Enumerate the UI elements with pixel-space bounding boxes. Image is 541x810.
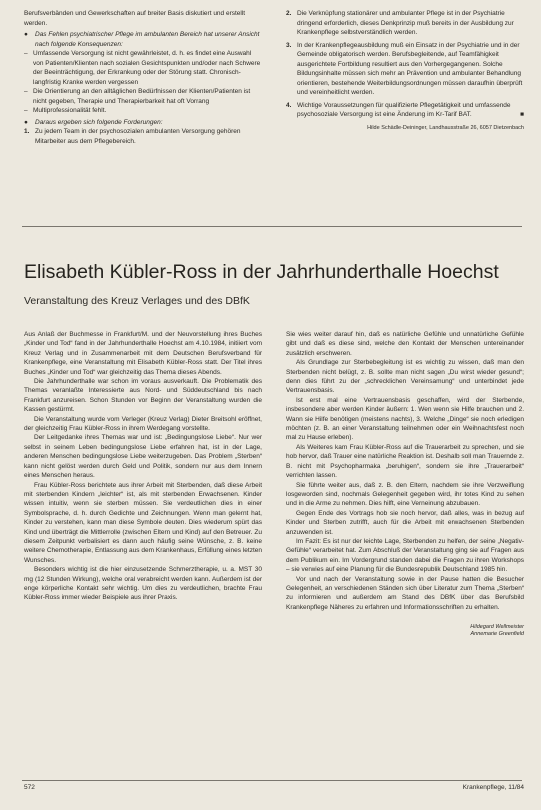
paragraph: Vor und nach der Veranstaltung sowie in der Pause hatten die Besucher Gelegenheit, an verschiedenen Ständen sich über Literatur zum Thema „Sterben“ zu informieren und außerdem am Stand des DBfK über das Berufsbild Krankenpflege Näheres zu erfahren und Informationsschriften zu erhalten. [286,575,524,611]
dash-item [24,87,262,106]
end-mark-icon: ■ [520,111,524,118]
demand-item [24,127,262,146]
bullet-icon: ● [24,118,28,126]
demand-text [297,101,524,120]
footer-divider [22,780,522,781]
demand-text: Die Verknüpfung stationärer und ambulanter Pflege ist in der Psychiatrie dringend erforderlich, dieses Denkprinzip muß bereits in der Ausbildung zur Krankenpflege selbstverständlich werden. [297,10,514,36]
article-headline: Elisabeth Kübler-Ross in der Jahrhunderthalle Hoechst [24,261,499,283]
article-body [24,330,524,638]
article-subheadline: Veranstaltung des Kreuz Verlages und des DBfK [24,295,250,307]
article-authors [286,624,524,638]
author-name: Annemarie Greenfield [470,631,524,638]
top-left-column [24,9,262,149]
article-left-column [24,330,262,638]
dash-text: Die Orientierung an den alltäglichen Bedürfnissen der Klienten/Patienten ist nicht gegeben, Therapie und Therapierbarkeit hat oft Vorrang [33,88,251,105]
signature: Hilde Schädle-Deininger, Landhausstraße 26, 6057 Dietzenbach [367,124,524,131]
paragraph: Frau Kübler-Ross berichtete aus ihrer Arbeit mit Sterbenden, daß diese Arbeit mit sterbenden Kindern „leichter“ ist, als mit sterbenden Erwachsenen. Kinder wissen intuitiv, wenn sie sterben müssen. Sie verdeutlichen dies in einer Symbolsprache, d. h. durch Gedichte und Zeichnungen. Wenn man gelernt hat, Kinder zu verstehen, kann man diese Symbole deuten. Dies wiederum spürt das Kind und überträgt die Mittlerrolle (zwischen Eltern und Kind) auf den Betreuer. Zu diesem Zeitpunkt verbalisiert es dann auch häufig seine Wünsche, z. B. keine weitere Chemotherapie, Entlassung aus dem Krankenhaus, Erfüllung eines letzten Wunsches. [24,481,262,564]
section-divider [22,226,522,227]
demand-text-body: Wichtige Voraussetzungen für qualifizierte Pflegetätigkeit und umfassende psychosoziale Versorgung ist eine Änderung im Kr-Tarif BAT. [297,101,511,118]
demand-number: 1. [24,128,30,135]
dash-icon: – [24,88,28,95]
top-right-column [286,9,524,149]
dash-icon: – [24,50,28,57]
paragraph: Besonders wichtig ist die hier einzusetzende Schmerztherapie, u. a. MST 30 mg (12 Stunden Wirkung), welche oral verabreicht werden kann. Außerdem ist der enge körperliche Kontakt sehr wichtig. Um dies zu verdeutlichen, brachte Frau Kübler-Ross immer wieder Beispiele aus ihrer Praxis. [24,566,262,602]
page-number: 572 [24,784,35,791]
paragraph: Ist erst mal eine Vertrauensbasis geschaffen, wird der Sterbende, insbesondere aber werden Kinder äußern: 1. Wen wenn sie Hilfe brauchen und 2. Wann sie Hilfe benötigen (meistens nachts), 3. Welche „Dinge“ sie noch erledigen möchten (z. B. an einer Veranstaltung teilnehmen oder ein Weihnachtsfest noch mal zu Hause erleben). [286,396,524,442]
dash-icon: – [24,107,28,114]
demand-number: 3. [286,41,292,49]
paragraph: Sie wies weiter darauf hin, daß es natürliche Gefühle und unnatürliche Gefühle gibt und daß es diese sind, welche den Kontakt der Menschen untereinander zusätzlich erschweren. [286,331,524,357]
demand-number: 4. [286,101,292,109]
intro-text: Berufsverbänden und Gewerkschaften auf breiter Basis diskutiert und erstellt werden. [24,10,246,27]
demand-item [286,9,524,38]
bullet-icon: ● [24,31,28,38]
demand-text: In der Krankenpflegeausbildung muß ein Einsatz in der Psychiatrie und in der Gemeinde obligatorisch werden. Berufsbegleitende, auf Teamfähigkeit ausgerichtete Fortbildung resultiert aus den Vorhergegangenen. Solche Bildungsinhalte müssen sich mehr an Prävention und ambulanter Behandlung orientieren, bestehende Weiterbildungsordnungen müssen daraufhin überprüft und vereinheitlicht werden. [297,41,523,96]
paragraph: Die Jahrhunderthalle war schon im voraus ausverkauft. Die Problematik des Themas veranlaßte Interessierte aus Nord- und Süddeutschland bis nach Frankfurt anzureisen. Schon Stunden vor Beginn der Veranstaltung wurden die Kassen gestürmt. [24,378,262,414]
bullet-text: Daraus ergeben sich folgende Forderungen: [35,118,163,126]
journal-issue: Krankenpflege, 11/84 [462,784,524,791]
author-name: Hildegard Wellmeister [470,624,524,631]
paragraph: Im Fazit: Es ist nur der leichte Lage, Sterbenden zu helfen, der seine „Negativ-Gefühle“ verarbeitet hat. Zum Abschluß der Veranstaltung ging sie auf Fragen aus dem Publikum ein. Im Vordergrund standen dabei die Fragen zu ihren Workshops – sie verwies auf eine Planung für die Bundesrepublik Deutschland 1985 hin. [286,537,524,574]
dash-text: Multiprofessionalität fehlt. [33,107,107,114]
dash-item [24,49,262,87]
paragraph: Der Leitgedanke ihres Themas war und ist: „Bedingungslose Liebe“. Nur wer selbst in seinem Leben bedingungslose Liebe erfahren hat, ist in der Lage, anderen Menschen bedingungslose Liebe weiterzugeben. Das Problem „Sterben“ kann nicht gelöst werden durch Geld und Politik, sondern nur aus dem Innern eines Menschen heraus. [24,434,262,480]
bullet-text: Das Fehlen psychiatrischer Pflege im ambulanten Bereich hat unserer Ansicht nach folgende Konsequenzen: [35,31,260,48]
bullet-item [24,118,262,128]
demand-item [286,101,524,120]
page-footer [24,784,524,791]
dash-item [24,106,262,116]
paragraph: Gegen Ende des Vortrags hob sie noch hervor, daß alles, was in bezug auf Kinder und Sterben zutrifft, auch für die Arbeit mit erwachsenen Sterbenden anzuwenden ist. [286,509,524,536]
demand-number: 2. [286,10,292,17]
article-right-column [286,330,524,638]
paragraph: Als Weiteres kam Frau Kübler-Ross auf die Trauerarbeit zu sprechen, und sie hob hervor, daß Trauer eine natürliche Reaktion ist. Deshalb soll man Trauernde z. B. nicht mit Psychopharmaka „beruhigen“, sondern sie ihre „Trauerarbeit“ verrichten lassen. [286,443,524,480]
paragraph: Aus Anlaß der Buchmesse in Frankfurt/M. und der Neuvorstellung ihres Buches „Kinder und Tod“ fand in der Jahrhunderthalle Hoechst am 4.10.1984, initiiert vom Kreuz Verlag und in Zusammenarbeit mit dem Deutschen Berufsverband für Krankenpflege, eine Veranstaltung mit Elisabeth Kübler-Ross statt. Der Titel ihres Buches „Kinder und Tod“ war gleichzeitig das Thema dieses Abends. [24,331,262,376]
dash-text: Umfassende Versorgung ist nicht gewährleistet, d. h. es findet eine Auswahl von Patienten/Klienten nach sozialen Gesichtspunkten und/oder nach Schwere der Beeinträchtigung, der Erkrankung oder der Störung statt. Chronisch-langfristig Kranke werden vergessen [33,50,261,86]
demand-item [286,41,524,98]
bullet-item [24,30,262,49]
paragraph: Als Grundlage zur Sterbebegleitung ist es wichtig zu wissen, daß man den Sterbenden nicht belügt, z. B. sollte man nicht sagen „Du wirst wieder gesund“; denn dies führt zu der „schrecklichen Vereinsamung“ und unterbindet jede Vertrauensbasis. [286,359,524,395]
demand-text: Zu jedem Team in der psychosozialen ambulanten Versorgung gehören Mitarbeiter aus dem Pflegebereich. [35,128,241,145]
top-section [24,9,524,149]
paragraph: Die Veranstaltung wurde vom Verleger (Kreuz Verlag) Dieter Breitsohl eröffnet, der gleichzeitig Frau Kübler-Ross in ihrem Werdegang vorstellte. [24,415,262,433]
paragraph: Sie führte weiter aus, daß z. B. den Eltern, nachdem sie ihre Verzweiflung losgeworden sind, nochmals Gelegenheit gegeben wird, ihr totes Kind zu sehen und in die Arme zu nehmen. Dies hilft, eine Verneinung abzubauen. [286,481,524,508]
